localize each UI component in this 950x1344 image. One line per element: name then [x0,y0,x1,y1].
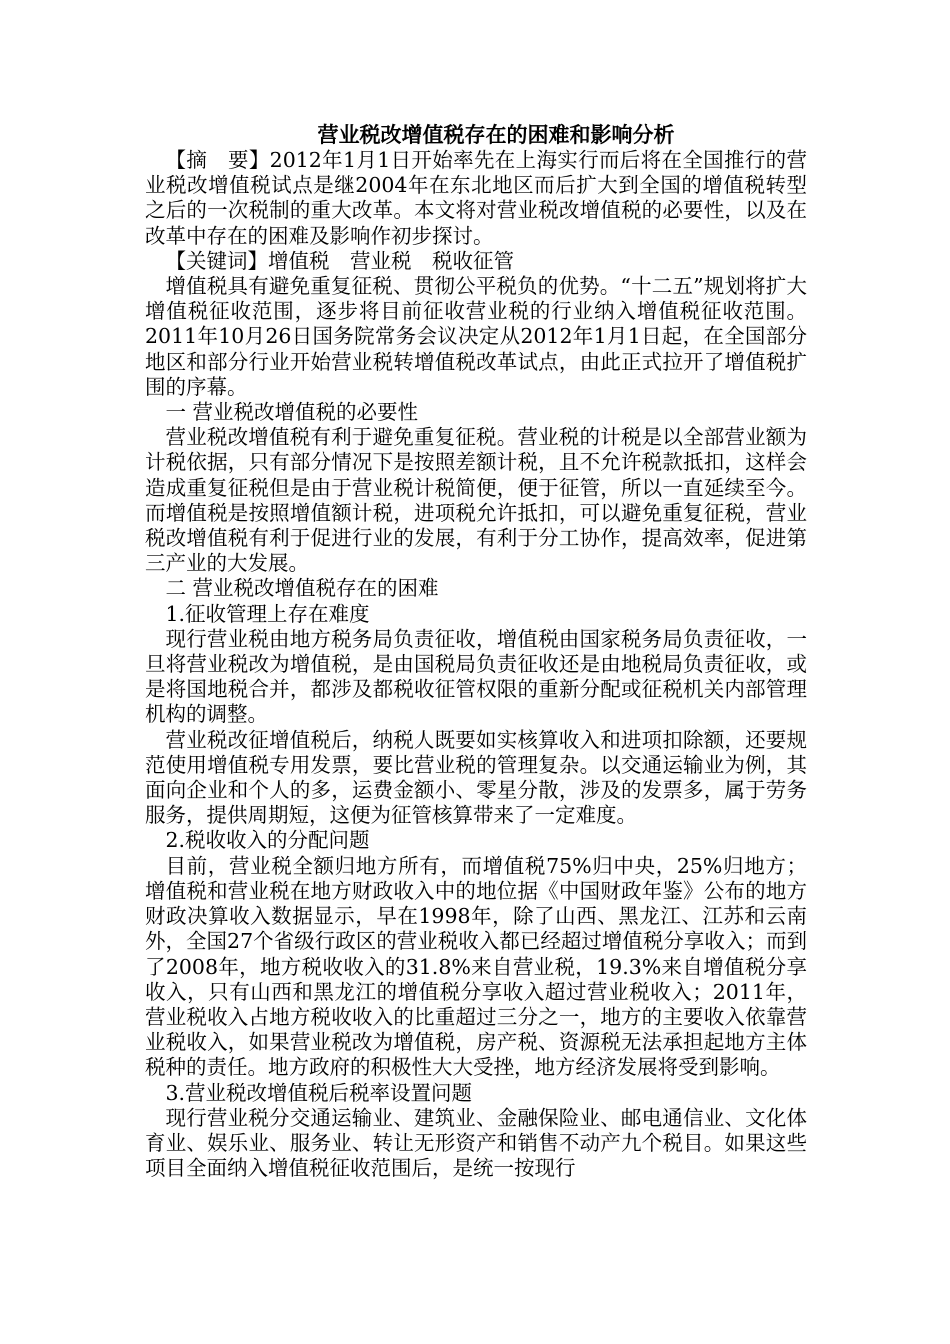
body-paragraph: 营业税改增值税有利于避免重复征税。营业税的计税是以全部营业额为计税依据，只有部分情况下是按照差额计税，且不允许税款抵扣，这样会造成重复征税但是由于营业税计税简便，便于征管，所以一直延续至今。而增值税是按照增值额计税，进项税允许抵扣，可以避免重复征税，营业税改增值税有利于促进行业的发展，有利于分工协作，提高效率，促进第三产业的大发展。 [145,425,807,576]
keyword-1: 增值税 [268,248,330,273]
subsection-heading-2: 2.税收收入的分配问题 [165,828,370,853]
body-paragraph: 营业税改征增值税后，纳税人既要如实核算收入和进项扣除额，还要规范使用增值税专用发票，要比营业税的管理复杂。以交通运输业为例，其面向企业和个人的多，运费金额小、零星分散，涉及的发票多，属于劳务服务，提供周期短，这便为征管核算带来了一定难度。 [145,727,807,828]
body-paragraph: 目前，营业税全额归地方所有，而增值税75%归中央，25%归地方；增值税和营业税在地方财政收入中的地位据《中国财政年鉴》公布的地方财政决算收入数据显示，早在1998年，除了山西、黑龙江、江苏和云南外，全国27个省级行政区的营业税收入都已经超过增值税分享收入；而到了2008年，地方税收收入的31.8%来自营业税，19.3%来自增值税分享收入，只有山西和黑龙江的增值税分享收入超过营业税收入；2011年，营业税收入占地方税收收入的比重超过三分之一，地方的主要收入依靠营业税收入，如果营业税改为增值税，房产税、资源税无法承担起地方主体税种的责任。地方政府的积极性大大受挫，地方经济发展将受到影响。 [145,853,807,1080]
keyword-2: 营业税 [350,248,412,273]
subsection-heading-3: 3.营业税改增值税后税率设置问题 [165,1080,473,1105]
section-heading-2: 二 营业税改增值税存在的困难 [165,576,439,601]
intro-paragraph: 增值税具有避免重复征税、贯彻公平税负的优势。“十二五”规划将扩大增值税征收范围，逐步将目前征收营业税的行业纳入增值税征收范围。2011年10月26日国务院常务会议决定从2012年1月1日起，在全国部分地区和部分行业开始营业税转增值税改革试点，由此正式拉开了增值税扩围的序幕。 [145,274,807,399]
document-title: 营业税改增值税存在的困难和影响分析 [317,122,675,147]
body-paragraph: 现行营业税由地方税务局负责征收，增值税由国家税务局负责征收，一旦将营业税改为增值税，是由国税局负责征收还是由地税局负责征收，或是将国地税合并，都涉及都税收征管权限的重新分配或征税机关内部管理机构的调整。 [145,626,807,727]
keywords-line [145,249,807,274]
keywords-label: 【关键词】 [165,248,268,273]
body-paragraph: 现行营业税分交通运输业、建筑业、金融保险业、邮电通信业、文化体育业、娱乐业、服务业、转让无形资产和销售不动产九个税目。如果这些项目全面纳入增值税征收范围后，是统一按现行 [145,1105,807,1181]
section-heading-1: 一 营业税改增值税的必要性 [165,400,419,425]
keyword-3: 税收征管 [432,248,514,273]
subsection-heading-1: 1.征收管理上存在难度 [165,601,370,626]
document-page [145,122,807,1181]
abstract-paragraph: 【摘 要】2012年1月1日开始率先在上海实行而后将在全国推行的营业税改增值税试点是继2004年在东北地区而后扩大到全国的增值税转型之后的一次税制的重大改革。本文将对营业税改增值税的必要性，以及在改革中存在的困难及影响作初步探讨。 [145,148,807,248]
